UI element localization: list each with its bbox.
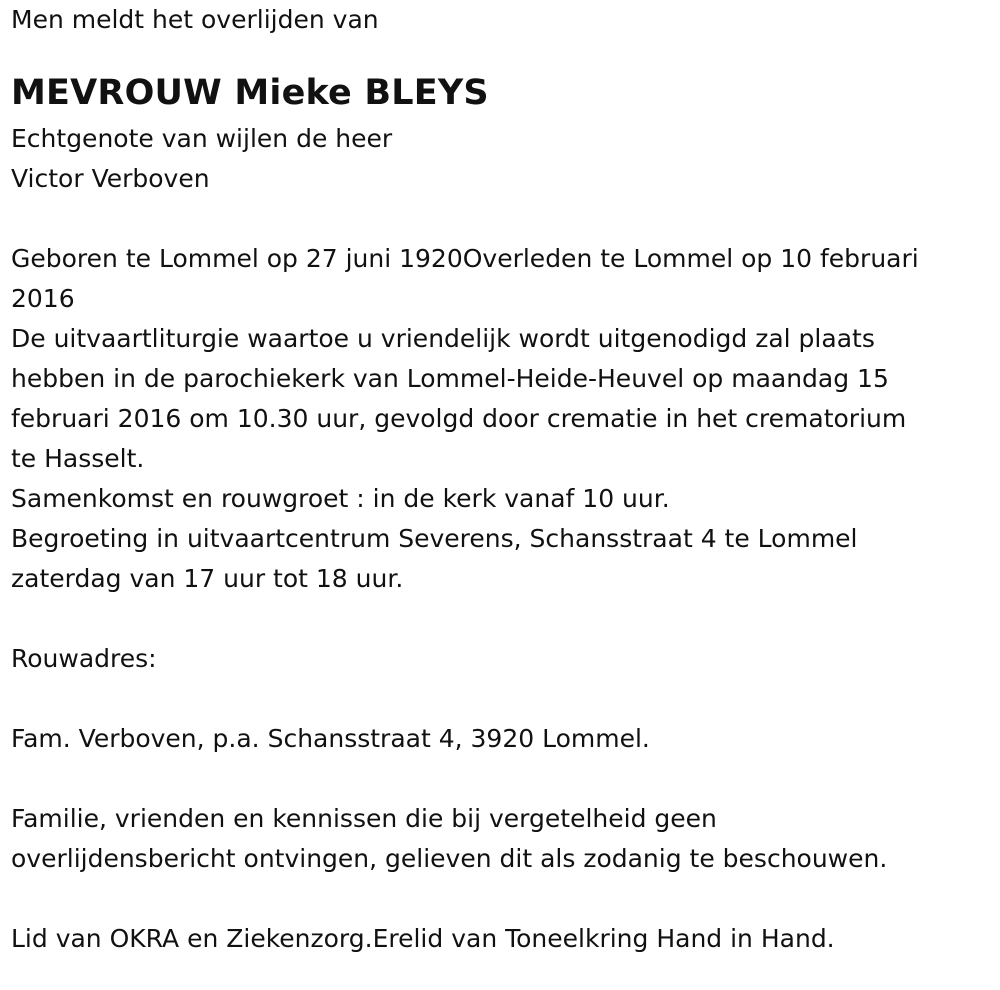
- intro-text: Men meldt het overlijden van: [11, 5, 379, 34]
- spacer: [11, 199, 986, 239]
- gathering-text: Samenkomst en rouwgroet : in de kerk vanaf 10 uur.: [11, 484, 670, 513]
- spacer: [11, 879, 986, 919]
- birth-death-line-2: 2016: [11, 284, 75, 313]
- greeting-line-1: Begroeting in uitvaartcentrum Severens, Schansstraat 4 te Lommel: [11, 524, 858, 553]
- liturgy-line-1: De uitvaartliturgie waartoe u vriendelijk wordt uitgenodigd zal plaats: [11, 324, 875, 353]
- spouse-line-2: Victor Verboven: [11, 164, 210, 193]
- death-notice: [11, 0, 986, 959]
- deceased-name: MEVROUW Mieke BLEYS: [11, 73, 489, 113]
- spacer: [11, 679, 986, 719]
- greeting-line-2: zaterdag van 17 uur tot 18 uur.: [11, 564, 404, 593]
- family-note-line-2: overlijdensbericht ontvingen, gelieven dit als zodanig te beschouwen.: [11, 844, 888, 873]
- memberships-text: Lid van OKRA en Ziekenzorg.Erelid van Toneelkring Hand in Hand.: [11, 924, 835, 953]
- spacer: [11, 759, 986, 799]
- address-label: Rouwadres:: [11, 644, 157, 673]
- liturgy-line-3: februari 2016 om 10.30 uur, gevolgd door crematie in het crematorium: [11, 404, 907, 433]
- liturgy-line-4: te Hasselt.: [11, 444, 145, 473]
- spouse-line-1: Echtgenote van wijlen de heer: [11, 124, 393, 153]
- spacer: [11, 599, 986, 639]
- birth-death-line-1: Geboren te Lommel op 27 juni 1920Overleden te Lommel op 10 februari: [11, 244, 919, 273]
- address-text: Fam. Verboven, p.a. Schansstraat 4, 3920 Lommel.: [11, 724, 650, 753]
- liturgy-line-2: hebben in de parochiekerk van Lommel-Heide-Heuvel op maandag 15: [11, 364, 889, 393]
- family-note-line-1: Familie, vrienden en kennissen die bij vergetelheid geen: [11, 804, 717, 833]
